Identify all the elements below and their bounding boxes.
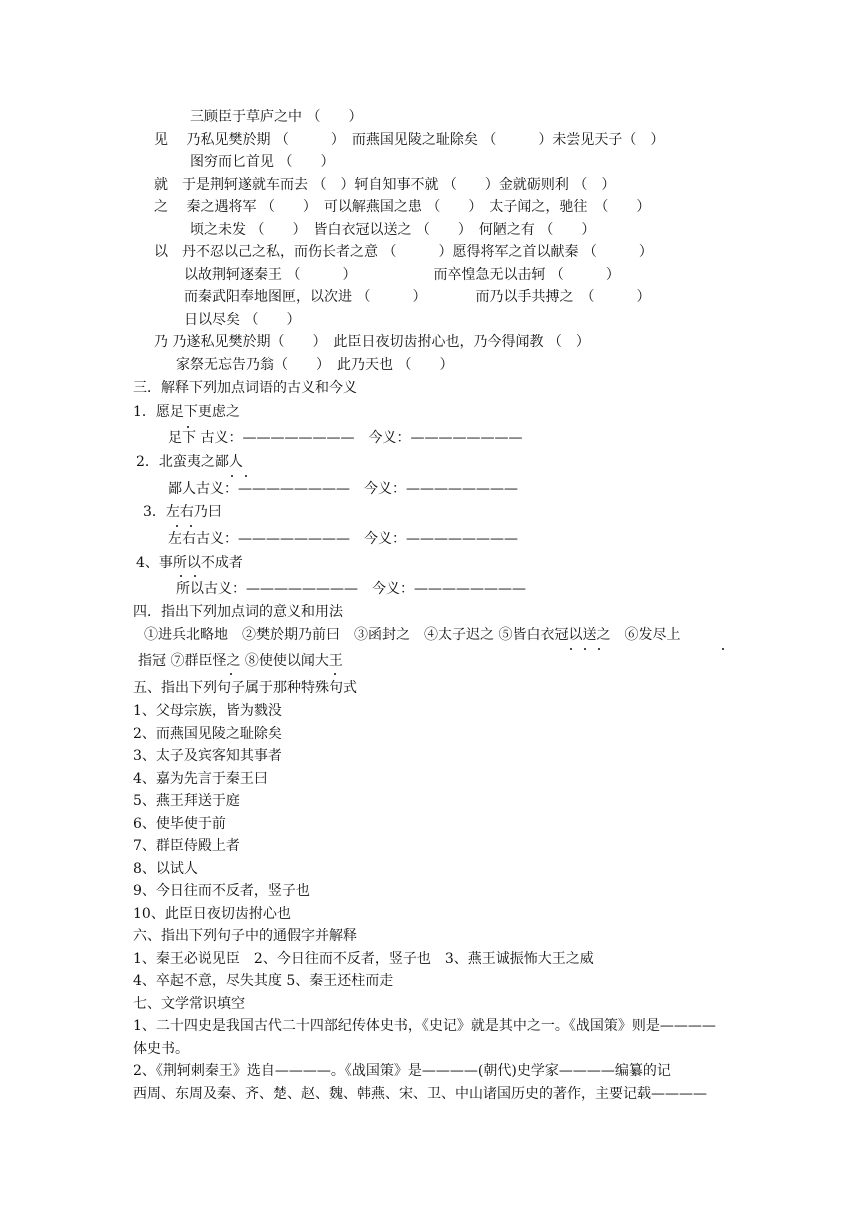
question-item: 体史书。	[133, 1041, 189, 1057]
text-line: 见 乃私见樊於期 （ ） 而燕国见陵之耻除矣 （ ）未尝见天子（ ）	[154, 132, 665, 148]
question-item: 8、以试人	[133, 861, 198, 877]
emphasis-dot	[570, 648, 572, 650]
question-item: 3、太子及宾客知其事者	[133, 748, 282, 764]
text-line: 就 于是荆轲遂就车而去 （ ）轲自知事不就 （ ）金就砺则利 （ ）	[154, 177, 616, 193]
question-item: 1、二十四史是我国古代二十四部纪传体史书，《史记》就是其中之一。《战国策》则是————	[133, 1018, 716, 1034]
emphasis-dot	[334, 673, 336, 675]
answer-line: 所以古义：———————— 今义：————————	[176, 581, 526, 597]
question-item: ①进兵北略地 ②樊於期乃前曰 ③函封之 ④太子迟之 ⑤皆白衣冠以送之 ⑥发尽上	[144, 627, 681, 643]
question-item: 1、父母宗族，皆为戮没	[133, 703, 282, 719]
emphasis-dot	[722, 648, 724, 650]
question-item: 4、卒起不意，尽失其度 5、秦王还柱而走	[133, 973, 394, 989]
section-heading: 三．解释下列加点词语的古义和今义	[133, 380, 357, 396]
emphasis-dot	[245, 475, 247, 477]
text-line: 顷之未发 （ ） 皆白衣冠以送之 （ ） 何陋之有 （ ）	[190, 222, 596, 238]
text-line: 以故荆轲逐秦王 （ ） 而卒惶急无以击轲 （ ）	[184, 267, 620, 283]
question-item: 2、而燕国见陵之耻除矣	[133, 726, 282, 742]
emphasis-dot	[584, 648, 586, 650]
answer-line: 左右古义：———————— 今义：————————	[168, 531, 518, 547]
question-item: 1、秦王必说见臣 2、今日往而不反者，竖子也 3、燕王诚振怖大王之威	[133, 951, 594, 967]
text-line: 家祭无忘告乃翁（ ） 此乃天也 （ ）	[176, 357, 454, 373]
question-item: 2、《荆轲刺秦王》选自————。《战国策》是————(朝代)史学家————编纂的记	[133, 1063, 671, 1079]
section-heading: 六、指出下列句子中的通假字并解释	[133, 928, 357, 944]
emphasis-dot	[187, 426, 189, 428]
answer-line: 鄙人古义：———————— 今义：————————	[168, 481, 518, 497]
emphasis-dot	[176, 525, 178, 527]
question-item: 4、嘉为先言于秦王曰	[133, 771, 268, 787]
text-line: 图穷而匕首见 （ ）	[190, 154, 335, 170]
emphasis-dot	[180, 575, 182, 577]
emphasis-dot	[598, 648, 600, 650]
text-line: 三顾臣于草庐之中 （ ）	[190, 109, 363, 125]
question-item: 2．北蛮夷之鄙人	[136, 454, 243, 470]
emphasis-dot	[231, 475, 233, 477]
text-line: 以 丹不忍以己之私，而伤长者之意 （ ）愿得将军之首以献秦 （ ）	[154, 244, 653, 260]
answer-line: 足下 古义：———————— 今义：————————	[168, 430, 523, 446]
question-item: 6、使毕使于前	[133, 816, 226, 832]
emphasis-dot	[194, 575, 196, 577]
section-heading: 四．指出下列加点词的意义和用法	[133, 604, 343, 620]
text-line: 之 秦之遇将军 （ ） 可以解燕国之患 （ ） 太子闻之，驰往 （ ）	[154, 199, 651, 215]
question-item: 10、此臣日夜切齿拊心也	[133, 906, 291, 922]
question-item: 9、今日往而不反者，竖子也	[133, 883, 310, 899]
question-item: 指冠 ⑦群臣怪之 ⑧使使以闻大王	[138, 653, 343, 669]
text-line: 而秦武阳奉地图匣，以次进 （ ） 而乃以手共搏之 （ ）	[184, 289, 651, 305]
question-item: 3．左右乃曰	[143, 504, 222, 520]
emphasis-dot	[190, 525, 192, 527]
question-item: 7、群臣侍殿上者	[133, 838, 240, 854]
question-item: 1．愿足下更虑之	[133, 404, 240, 420]
section-heading: 五、指出下列句子属于那种特殊句式	[133, 680, 357, 696]
question-item: 4、事所以不成者	[136, 555, 243, 571]
question-item: 西周、东周及秦、齐、楚、赵、魏、韩燕、宋、卫、中山诸国历史的著作，主要记载————	[133, 1086, 707, 1102]
section-heading: 七、文学常识填空	[133, 996, 245, 1012]
text-line: 日以尽矣 （ ）	[184, 312, 301, 328]
emphasis-dot	[230, 673, 232, 675]
question-item: 5、燕王拜送于庭	[133, 793, 240, 809]
text-line: 乃 乃遂私见樊於期（ ） 此臣日夜切齿拊心也，乃今得闻教 （ ）	[154, 334, 590, 350]
